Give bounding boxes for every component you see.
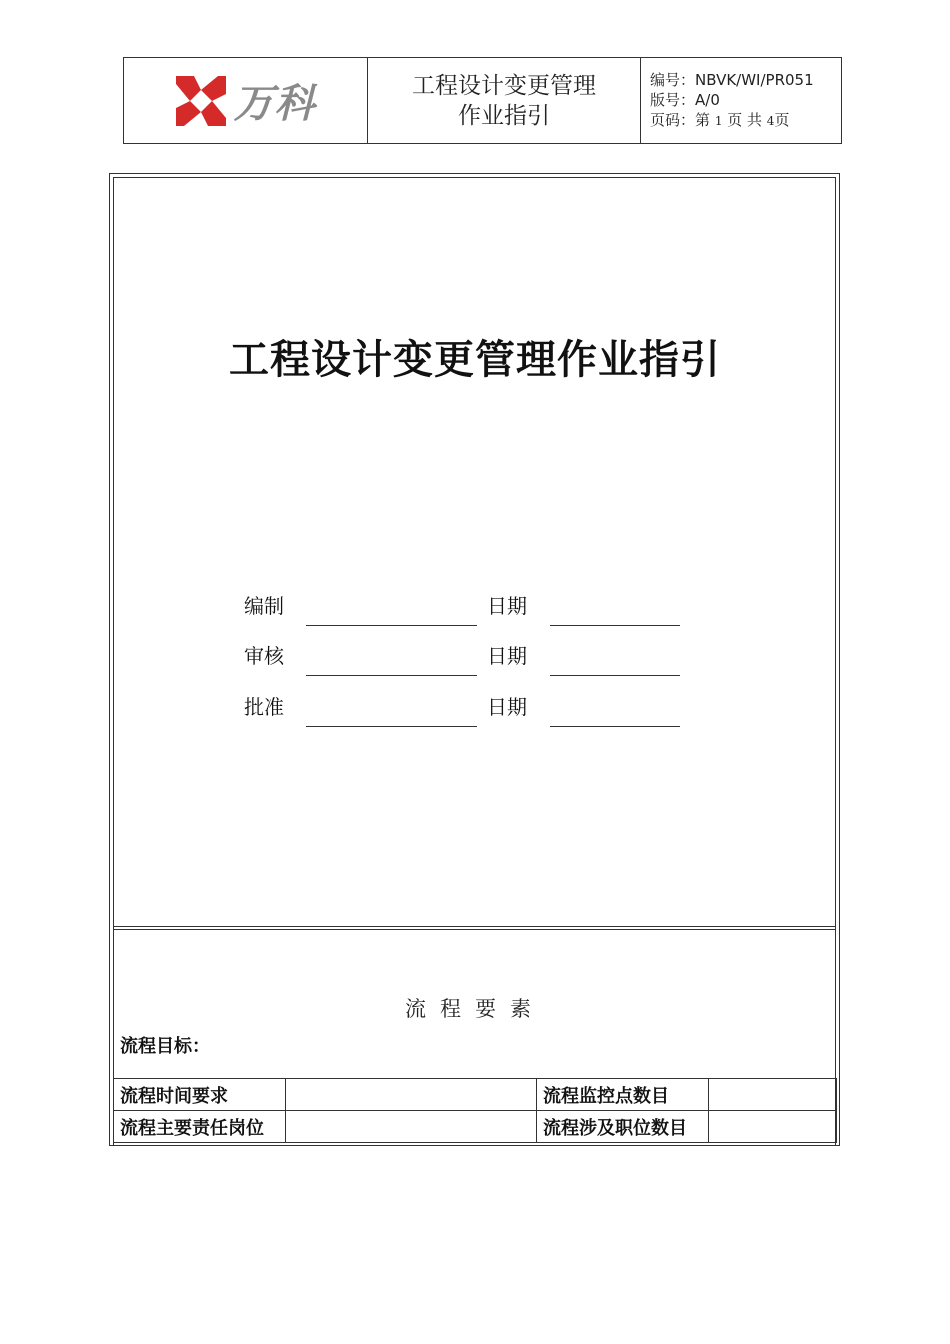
sig-date-line-prepared[interactable] — [550, 625, 680, 626]
section-divider-top — [113, 926, 836, 927]
sig-line-reviewed[interactable] — [306, 675, 477, 676]
document-header — [123, 57, 842, 144]
process-goal-label: 流程目标： — [120, 1036, 210, 1057]
time-requirement-label: 流程时间要求 — [114, 1079, 286, 1111]
monitor-points-label: 流程监控点数目 — [537, 1079, 709, 1111]
vanke-logo-icon — [176, 76, 226, 126]
header-title-line1: 工程设计变更管理 — [412, 72, 596, 99]
process-elements-table — [113, 1078, 837, 1143]
positions-count-value[interactable] — [709, 1111, 837, 1143]
document-version: 版号：A/0 — [650, 91, 720, 109]
table-row — [114, 1111, 837, 1143]
logo-text: 万科 — [233, 81, 316, 127]
responsible-post-label: 流程主要责任岗位 — [114, 1111, 286, 1143]
monitor-points-value[interactable] — [709, 1079, 837, 1111]
sig-date-label-prepared: 日期 — [487, 594, 527, 618]
company-logo — [124, 58, 368, 143]
document-title: 工程设计变更管理作业指引 — [229, 337, 721, 383]
sig-date-label-reviewed: 日期 — [487, 644, 527, 668]
page-number: 页码：第 1 页 共 4页 — [650, 111, 790, 129]
header-title-line2: 作业指引 — [458, 102, 550, 129]
sig-date-label-approved: 日期 — [487, 695, 527, 719]
sig-line-prepared[interactable] — [306, 625, 477, 626]
time-requirement-value[interactable] — [286, 1079, 537, 1111]
sig-line-approved[interactable] — [306, 726, 477, 727]
sig-role-prepared: 编制 — [244, 594, 284, 618]
table-row — [114, 1079, 837, 1111]
sig-role-reviewed: 审核 — [244, 644, 284, 668]
sig-date-line-approved[interactable] — [550, 726, 680, 727]
process-elements-title: 流程要素 — [405, 997, 545, 1021]
positions-count-label: 流程涉及职位数目 — [537, 1111, 709, 1143]
sig-date-line-reviewed[interactable] — [550, 675, 680, 676]
responsible-post-value[interactable] — [286, 1111, 537, 1143]
section-divider-bottom — [113, 929, 836, 930]
header-title — [368, 58, 641, 143]
header-meta — [641, 58, 841, 143]
sig-role-approved: 批准 — [244, 695, 284, 719]
document-code: 编号：NBVK/WI/PR051 — [650, 71, 814, 89]
